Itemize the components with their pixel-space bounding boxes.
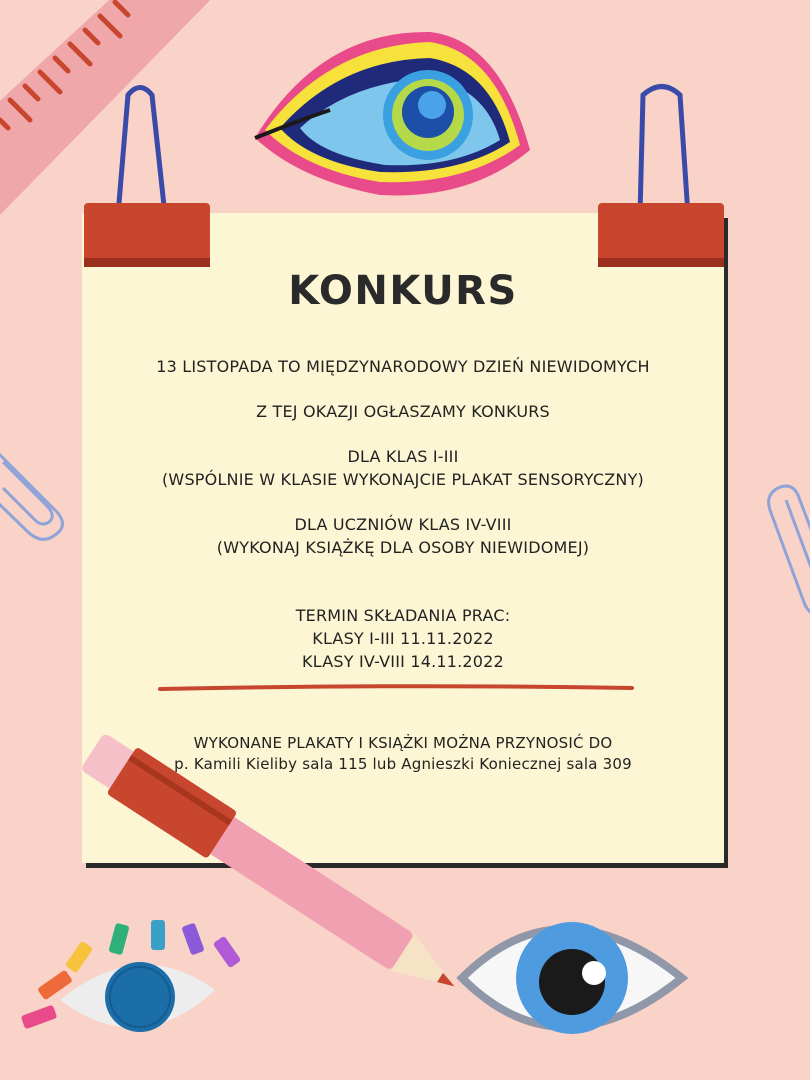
footer-line-1: WYKONANE PLAKATY I KSIĄŻKI MOŻNA PRZYNOSIĆ DO (193, 734, 613, 752)
deadline-classes-1-3: KLASY I-III 11.11.2022 (312, 629, 494, 648)
group1-desc: (WSPÓLNIE W KLASIE WYKONAJCIE PLAKAT SENSORYCZNY) (161, 470, 645, 489)
group1-title: DLA KLAS I-III (347, 447, 459, 466)
deadline-title: TERMIN SKŁADANIA PRAC: (295, 606, 511, 625)
footer-line-2: p. Kamili Kieliby sala 115 lub Agnieszki Koniecznej sala 309 (174, 755, 632, 773)
announcement-line: 13 LISTOPADA TO MIĘDZYNARODOWY DZIEŃ NIEWIDOMYCH (156, 357, 650, 376)
eye-icon (462, 922, 682, 1034)
group2-title: DLA UCZNIÓW KLAS IV-VIII (294, 515, 512, 534)
eye-lashes-icon (21, 920, 242, 1032)
group2-desc: (WYKONAJ KSIĄŻKĘ DLA OSOBY NIEWIDOMEJ) (216, 538, 590, 557)
deadline-classes-4-8: KLASY IV-VIII 14.11.2022 (302, 652, 504, 671)
contest-line: Z TEJ OKAZJI OGŁASZAMY KONKURS (256, 402, 550, 421)
poster-title: KONKURS (288, 268, 518, 314)
